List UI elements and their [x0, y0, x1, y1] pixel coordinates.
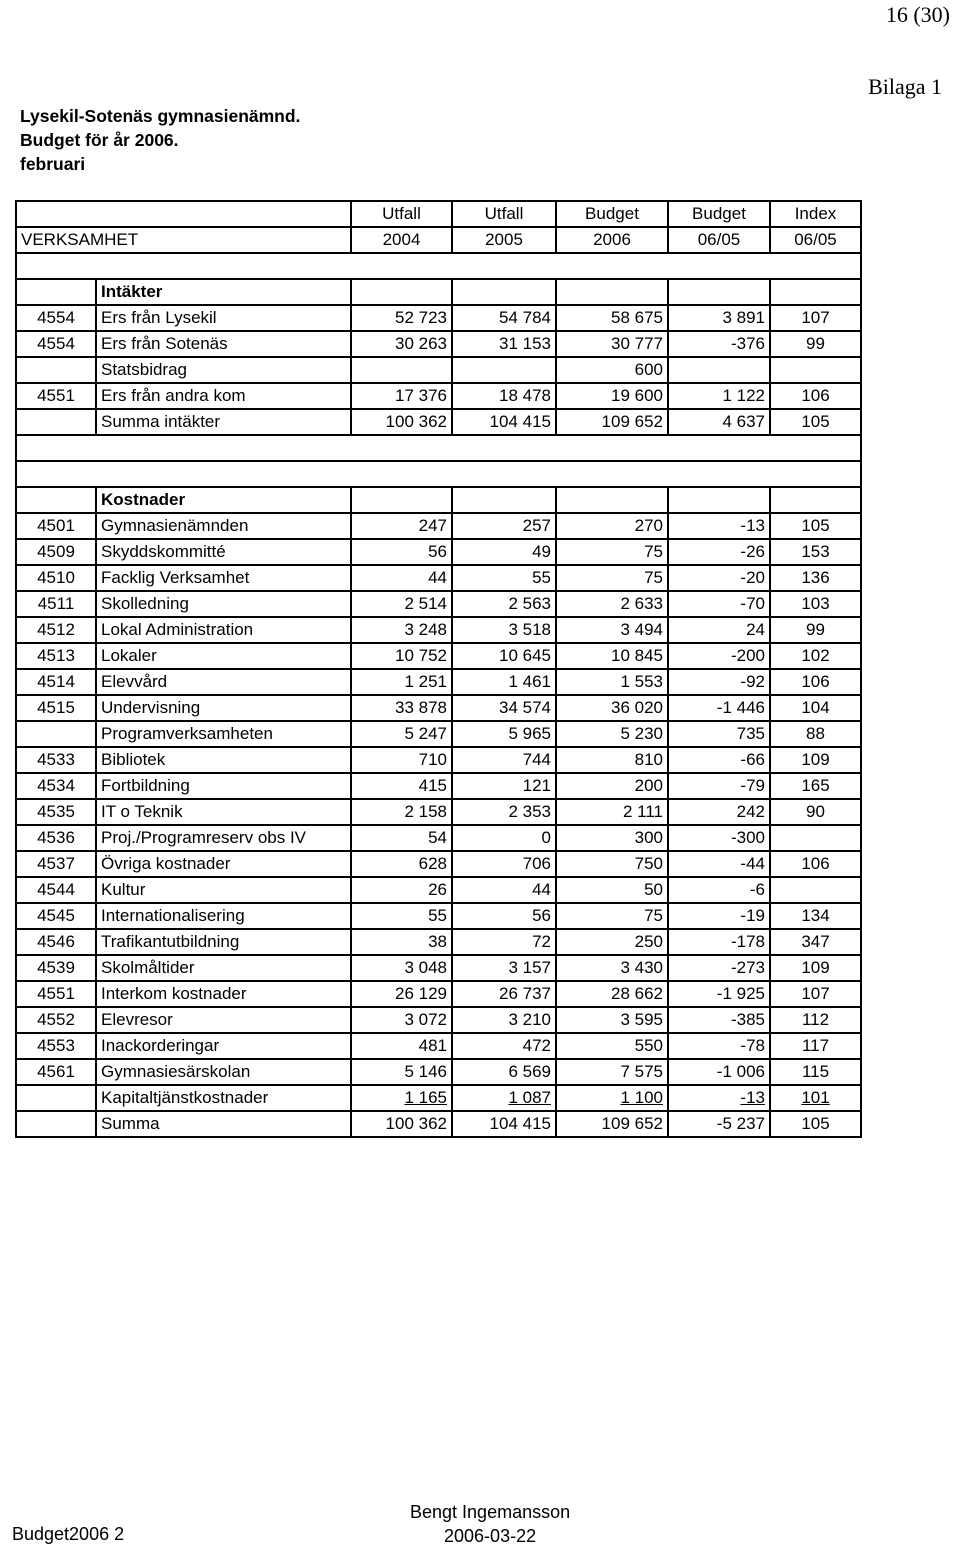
value-budget-2006: 7 575: [556, 1059, 668, 1085]
line-item-name: Inackorderingar: [96, 1033, 351, 1059]
value-index: 106: [770, 669, 861, 695]
value-index: 101: [770, 1085, 861, 1111]
value-utfall-2004: 44: [351, 565, 452, 591]
line-item-name: Elevvård: [96, 669, 351, 695]
value-utfall-2004: 3 048: [351, 955, 452, 981]
value-utfall-2004: 2 514: [351, 591, 452, 617]
value-utfall-2004: 26 129: [351, 981, 452, 1007]
value-index: 107: [770, 305, 861, 331]
table-row: [16, 591, 861, 617]
value-budget-diff: 1 122: [668, 383, 770, 409]
value-budget-diff: -300: [668, 825, 770, 851]
table-row: [16, 1007, 861, 1033]
value-budget-diff: -78: [668, 1033, 770, 1059]
table-row: [16, 383, 861, 409]
account-code: [16, 1085, 96, 1111]
account-code: 4551: [16, 383, 96, 409]
value-index: 105: [770, 513, 861, 539]
value-utfall-2005: 72: [452, 929, 556, 955]
line-item-name: Ers från andra kom: [96, 383, 351, 409]
col-index-0605-bottom: 06/05: [770, 227, 861, 253]
table-row: [16, 695, 861, 721]
value-budget-diff: -70: [668, 591, 770, 617]
value-index: 106: [770, 851, 861, 877]
value-utfall-2004: 56: [351, 539, 452, 565]
value-utfall-2005: 5 965: [452, 721, 556, 747]
value-index: 107: [770, 981, 861, 1007]
spacer-row: [16, 461, 861, 487]
income-total-row: [16, 409, 861, 435]
account-code: 4536: [16, 825, 96, 851]
value-budget-2006: 750: [556, 851, 668, 877]
value-utfall-2005: 54 784: [452, 305, 556, 331]
value-utfall-2004: [351, 357, 452, 383]
account-code: 4551: [16, 981, 96, 1007]
account-code: 4509: [16, 539, 96, 565]
value-utfall-2005: 18 478: [452, 383, 556, 409]
value-budget-2006: 3 595: [556, 1007, 668, 1033]
value-budget-diff: -1 006: [668, 1059, 770, 1085]
table-row: [16, 877, 861, 903]
col-budget-2006-top: Budget: [556, 201, 668, 227]
line-item-name: Gymnasiesärskolan: [96, 1059, 351, 1085]
value-utfall-2004: 3 072: [351, 1007, 452, 1033]
value-index: [770, 357, 861, 383]
value-index: 134: [770, 903, 861, 929]
value-budget-2006: 28 662: [556, 981, 668, 1007]
value-budget-2006: 5 230: [556, 721, 668, 747]
value-budget-diff: 3 891: [668, 305, 770, 331]
account-code: 4552: [16, 1007, 96, 1033]
table-row: [16, 565, 861, 591]
value-budget-2006: 270: [556, 513, 668, 539]
table-row: [16, 617, 861, 643]
col-utfall-2005-top: Utfall: [452, 201, 556, 227]
col-budget-0605-bottom: 06/05: [668, 227, 770, 253]
value-utfall-2005: 49: [452, 539, 556, 565]
income-total-diff: 4 637: [668, 409, 770, 435]
table-row: [16, 929, 861, 955]
footer-signature: [410, 1500, 570, 1548]
table-row: [16, 357, 861, 383]
table-row: [16, 1059, 861, 1085]
account-code: 4561: [16, 1059, 96, 1085]
account-code: 4554: [16, 331, 96, 357]
value-utfall-2005: 55: [452, 565, 556, 591]
budget-title: Budget för år 2006.: [20, 130, 179, 150]
value-index: 109: [770, 747, 861, 773]
value-budget-diff: -178: [668, 929, 770, 955]
col-index-0605-top: Index: [770, 201, 861, 227]
value-budget-diff: 242: [668, 799, 770, 825]
value-utfall-2005: 3 518: [452, 617, 556, 643]
value-utfall-2005: 6 569: [452, 1059, 556, 1085]
table-row: [16, 1033, 861, 1059]
income-total-label: Summa intäkter: [96, 409, 351, 435]
value-index: 109: [770, 955, 861, 981]
line-item-name: Ers från Lysekil: [96, 305, 351, 331]
line-item-name: Elevresor: [96, 1007, 351, 1033]
value-utfall-2005: 0: [452, 825, 556, 851]
table-row: [16, 305, 861, 331]
value-utfall-2004: 2 158: [351, 799, 452, 825]
costs-total-diff: -5 237: [668, 1111, 770, 1137]
footer-author: Bengt Ingemansson: [410, 1502, 571, 1522]
value-budget-2006: 200: [556, 773, 668, 799]
account-code: 4539: [16, 955, 96, 981]
value-budget-diff: -20: [668, 565, 770, 591]
line-item-name: Övriga kostnader: [96, 851, 351, 877]
value-utfall-2005: [452, 357, 556, 383]
value-budget-2006: 2 633: [556, 591, 668, 617]
value-utfall-2005: 2 353: [452, 799, 556, 825]
account-code: 4546: [16, 929, 96, 955]
value-utfall-2005: 31 153: [452, 331, 556, 357]
table-row: [16, 981, 861, 1007]
value-budget-2006: 30 777: [556, 331, 668, 357]
spacer-row: [16, 435, 861, 461]
value-budget-diff: -13: [668, 1085, 770, 1111]
costs-total-row: [16, 1111, 861, 1137]
account-code: 4533: [16, 747, 96, 773]
value-utfall-2004: 481: [351, 1033, 452, 1059]
value-budget-diff: -92: [668, 669, 770, 695]
value-utfall-2004: 5 146: [351, 1059, 452, 1085]
account-code: 4544: [16, 877, 96, 903]
value-budget-2006: 10 845: [556, 643, 668, 669]
line-item-name: Programverksamheten: [96, 721, 351, 747]
table-row: [16, 539, 861, 565]
value-index: 115: [770, 1059, 861, 1085]
value-utfall-2004: 10 752: [351, 643, 452, 669]
value-utfall-2005: 3 157: [452, 955, 556, 981]
document-header: [20, 104, 300, 176]
value-index: [770, 825, 861, 851]
line-item-name: Skyddskommitté: [96, 539, 351, 565]
value-budget-2006: 250: [556, 929, 668, 955]
account-code: [16, 721, 96, 747]
attachment-label: Bilaga 1: [868, 74, 942, 99]
table-row: [16, 669, 861, 695]
line-item-name: Skolmåltider: [96, 955, 351, 981]
table-row: [16, 331, 861, 357]
value-utfall-2004: 30 263: [351, 331, 452, 357]
line-item-name: Skolledning: [96, 591, 351, 617]
table-row: [16, 643, 861, 669]
value-index: 136: [770, 565, 861, 591]
value-index: 165: [770, 773, 861, 799]
line-item-name: Kapitaltjänstkostnader: [96, 1085, 351, 1111]
line-item-name: Statsbidrag: [96, 357, 351, 383]
costs-section-title-row: [16, 487, 861, 513]
income-total-u2005: 104 415: [452, 409, 556, 435]
line-item-name: Internationalisering: [96, 903, 351, 929]
value-utfall-2004: 38: [351, 929, 452, 955]
account-code: 4537: [16, 851, 96, 877]
table-row: [16, 773, 861, 799]
line-item-name: Interkom kostnader: [96, 981, 351, 1007]
value-index: 99: [770, 617, 861, 643]
value-budget-diff: -1 925: [668, 981, 770, 1007]
value-budget-diff: -376: [668, 331, 770, 357]
column-header-bottom-row: [16, 227, 861, 253]
line-item-name: Kultur: [96, 877, 351, 903]
budget-table: [15, 200, 862, 1138]
value-utfall-2004: 1 165: [351, 1085, 452, 1111]
costs-total-index: 105: [770, 1111, 861, 1137]
income-total-u2004: 100 362: [351, 409, 452, 435]
value-budget-diff: -6: [668, 877, 770, 903]
value-utfall-2004: 5 247: [351, 721, 452, 747]
value-index: 88: [770, 721, 861, 747]
value-budget-2006: 2 111: [556, 799, 668, 825]
value-utfall-2004: 26: [351, 877, 452, 903]
value-utfall-2004: 54: [351, 825, 452, 851]
value-utfall-2004: 17 376: [351, 383, 452, 409]
value-utfall-2005: 10 645: [452, 643, 556, 669]
value-index: 102: [770, 643, 861, 669]
income-total-b2006: 109 652: [556, 409, 668, 435]
account-code: 4534: [16, 773, 96, 799]
table-row: [16, 903, 861, 929]
value-budget-diff: -200: [668, 643, 770, 669]
value-index: 347: [770, 929, 861, 955]
costs-total-u2004: 100 362: [351, 1111, 452, 1137]
costs-total-b2006: 109 652: [556, 1111, 668, 1137]
value-utfall-2004: 55: [351, 903, 452, 929]
value-budget-diff: -66: [668, 747, 770, 773]
value-budget-2006: 810: [556, 747, 668, 773]
col-budget-0605-top: Budget: [668, 201, 770, 227]
income-total-index: 105: [770, 409, 861, 435]
value-budget-diff: 735: [668, 721, 770, 747]
value-index: 112: [770, 1007, 861, 1033]
value-utfall-2004: 247: [351, 513, 452, 539]
value-budget-diff: -13: [668, 513, 770, 539]
account-code: 4510: [16, 565, 96, 591]
value-budget-diff: -273: [668, 955, 770, 981]
line-item-name: Trafikantutbildning: [96, 929, 351, 955]
line-item-name: Bibliotek: [96, 747, 351, 773]
value-budget-diff: 24: [668, 617, 770, 643]
value-utfall-2004: 628: [351, 851, 452, 877]
value-budget-diff: -385: [668, 1007, 770, 1033]
costs-total-u2005: 104 415: [452, 1111, 556, 1137]
line-item-name: Gymnasienämnden: [96, 513, 351, 539]
value-utfall-2005: 1 087: [452, 1085, 556, 1111]
value-budget-2006: 1 100: [556, 1085, 668, 1111]
value-utfall-2004: 710: [351, 747, 452, 773]
value-utfall-2005: 3 210: [452, 1007, 556, 1033]
account-code: 4513: [16, 643, 96, 669]
value-budget-diff: -26: [668, 539, 770, 565]
line-item-name: Facklig Verksamhet: [96, 565, 351, 591]
value-utfall-2004: 415: [351, 773, 452, 799]
table-row: [16, 1085, 861, 1111]
value-budget-2006: 300: [556, 825, 668, 851]
table-row: [16, 513, 861, 539]
table-row: [16, 799, 861, 825]
value-index: [770, 877, 861, 903]
value-budget-2006: 75: [556, 903, 668, 929]
page-number: 16 (30): [885, 2, 950, 27]
col-verksamhet: VERKSAMHET: [16, 227, 351, 253]
account-code: 4501: [16, 513, 96, 539]
value-budget-2006: 75: [556, 539, 668, 565]
value-budget-2006: 550: [556, 1033, 668, 1059]
value-index: 106: [770, 383, 861, 409]
line-item-name: Lokal Administration: [96, 617, 351, 643]
value-utfall-2005: 121: [452, 773, 556, 799]
table-row: [16, 825, 861, 851]
value-utfall-2005: 1 461: [452, 669, 556, 695]
account-code: 4553: [16, 1033, 96, 1059]
table-row: [16, 747, 861, 773]
income-section-title: Intäkter: [96, 279, 351, 305]
value-utfall-2005: 706: [452, 851, 556, 877]
value-utfall-2005: 744: [452, 747, 556, 773]
col-utfall-2004-bottom: 2004: [351, 227, 452, 253]
line-item-name: Lokaler: [96, 643, 351, 669]
table-row: [16, 955, 861, 981]
account-code: [16, 357, 96, 383]
value-budget-2006: 50: [556, 877, 668, 903]
account-code: 4515: [16, 695, 96, 721]
value-utfall-2005: 2 563: [452, 591, 556, 617]
footer-file-label: Budget2006 2: [12, 1524, 125, 1544]
costs-section-title: Kostnader: [96, 487, 351, 513]
line-item-name: IT o Teknik: [96, 799, 351, 825]
value-budget-2006: 1 553: [556, 669, 668, 695]
blank-row: [16, 253, 861, 279]
value-utfall-2005: 56: [452, 903, 556, 929]
value-budget-2006: 19 600: [556, 383, 668, 409]
value-utfall-2004: 33 878: [351, 695, 452, 721]
value-utfall-2005: 26 737: [452, 981, 556, 1007]
value-index: 153: [770, 539, 861, 565]
value-budget-2006: 3 494: [556, 617, 668, 643]
account-code: 4554: [16, 305, 96, 331]
value-budget-diff: -19: [668, 903, 770, 929]
line-item-name: Fortbildning: [96, 773, 351, 799]
value-index: 99: [770, 331, 861, 357]
account-code: 4512: [16, 617, 96, 643]
value-utfall-2004: 52 723: [351, 305, 452, 331]
month-label: februari: [20, 154, 86, 174]
value-budget-2006: 75: [556, 565, 668, 591]
line-item-name: Undervisning: [96, 695, 351, 721]
value-budget-2006: 600: [556, 357, 668, 383]
col-utfall-2004-top: Utfall: [351, 201, 452, 227]
col-utfall-2005-bottom: 2005: [452, 227, 556, 253]
account-code: 4545: [16, 903, 96, 929]
table-row: [16, 851, 861, 877]
line-item-name: Proj./Programreserv obs IV: [96, 825, 351, 851]
table-row: [16, 721, 861, 747]
organization-title: Lysekil-Sotenäs gymnasienämnd.: [20, 106, 301, 126]
value-budget-diff: -79: [668, 773, 770, 799]
value-budget-diff: [668, 357, 770, 383]
value-utfall-2005: 44: [452, 877, 556, 903]
value-index: 103: [770, 591, 861, 617]
value-budget-diff: -1 446: [668, 695, 770, 721]
line-item-name: Ers från Sotenäs: [96, 331, 351, 357]
value-index: 104: [770, 695, 861, 721]
value-budget-2006: 58 675: [556, 305, 668, 331]
value-utfall-2005: 472: [452, 1033, 556, 1059]
column-header-top-row: [16, 201, 861, 227]
value-utfall-2005: 34 574: [452, 695, 556, 721]
value-index: 117: [770, 1033, 861, 1059]
costs-total-label: Summa: [96, 1111, 351, 1137]
value-budget-2006: 36 020: [556, 695, 668, 721]
value-index: 90: [770, 799, 861, 825]
value-utfall-2005: 257: [452, 513, 556, 539]
account-code: 4535: [16, 799, 96, 825]
account-code: 4514: [16, 669, 96, 695]
value-utfall-2004: 1 251: [351, 669, 452, 695]
value-budget-diff: -44: [668, 851, 770, 877]
footer-date: 2006-03-22: [444, 1526, 537, 1546]
income-section-title-row: [16, 279, 861, 305]
account-code: 4511: [16, 591, 96, 617]
col-budget-2006-bottom: 2006: [556, 227, 668, 253]
value-budget-2006: 3 430: [556, 955, 668, 981]
value-utfall-2004: 3 248: [351, 617, 452, 643]
